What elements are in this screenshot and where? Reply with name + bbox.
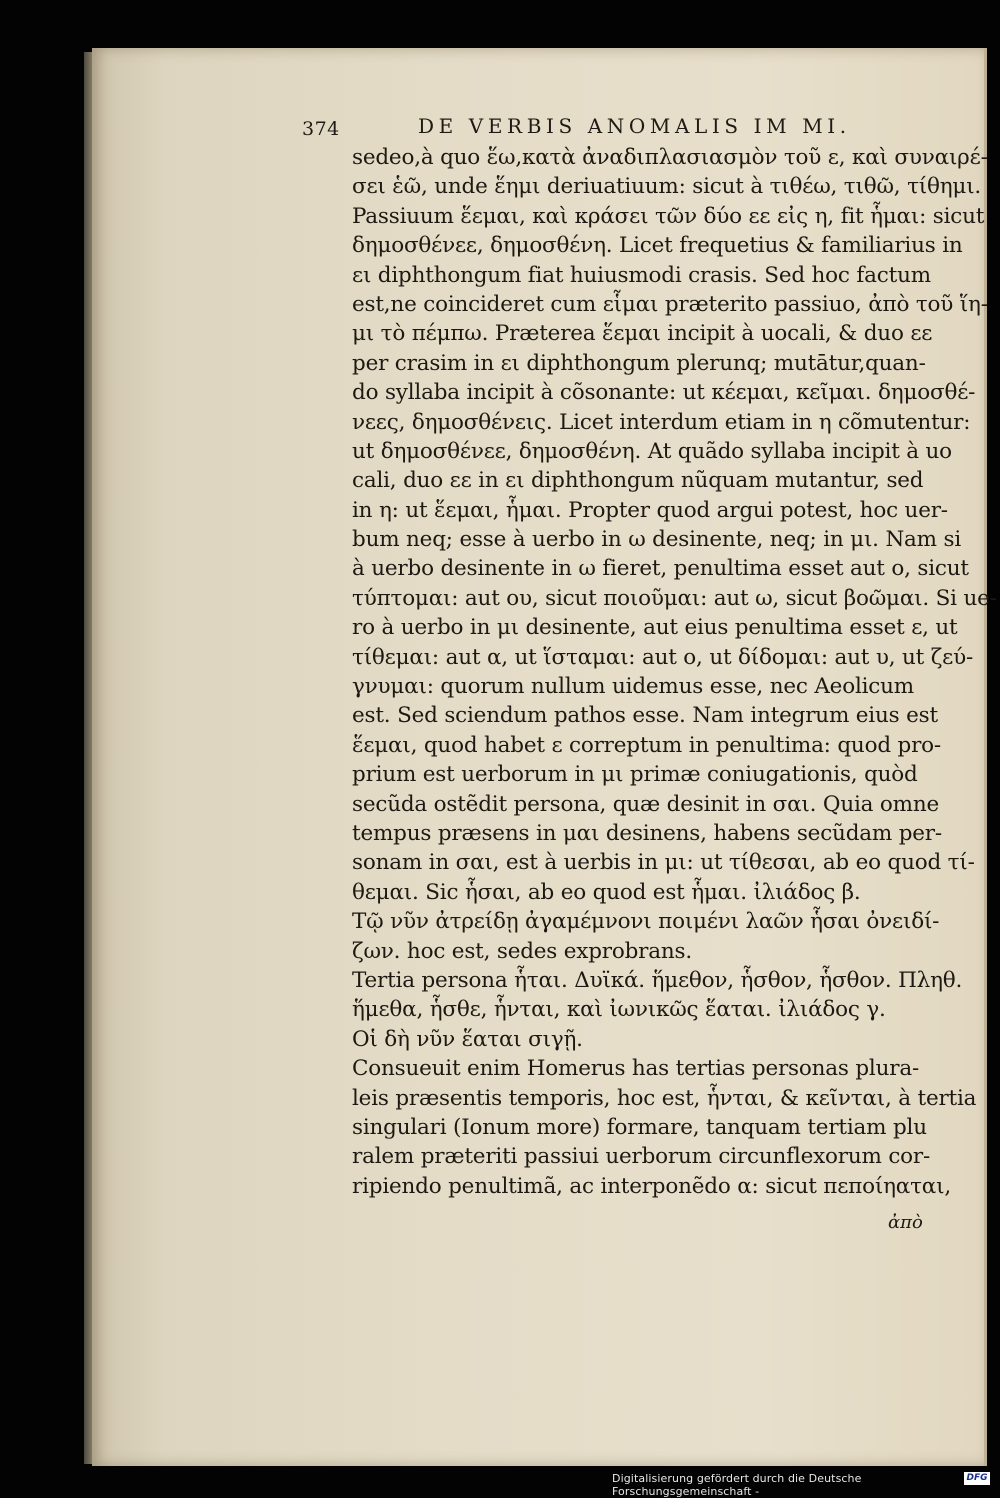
text-line: est. Sed sciendum pathos esse. Nam integrum eius est: [352, 703, 938, 729]
running-head: DE VERBIS ANOMALIS IM MI.: [418, 114, 851, 138]
text-line: γνυμαι: quorum nullum uidemus esse, nec Aeolicum: [352, 674, 914, 700]
text-line: in η: ut ἕεμαι, ἧμαι. Propter quod argui potest, hoc uer-: [352, 497, 948, 523]
catchword: ἀπὸ: [888, 1212, 923, 1233]
text-line: ut δημοσθένεε, δημοσθένη. At quãdo syllaba incipit à uo: [352, 438, 952, 464]
text-line: Οἱ δὴ νῦν ἕαται σιγῇ.: [352, 1026, 583, 1052]
text-line: ει diphthongum fiat huiusmodi crasis. Sed hoc factum: [352, 262, 931, 288]
text-line: ripiendo penultimã, ac interponẽdo α: sicut πεποίηαται,: [352, 1173, 951, 1199]
text-line: Consueuit enim Homerus has tertias personas plura-: [352, 1056, 920, 1082]
text-line: νεες, δημοσθένεις. Licet interdum etiam in η cõmutentur:: [352, 409, 971, 435]
page-number: 374: [302, 118, 340, 140]
digitization-credit: Digitalisierung gefördert durch die Deutsche Forschungsgemeinschaft -: [612, 1472, 862, 1498]
text-line: Tertia persona ἧται. Δυϊκά. ἥμεθον, ἧσθον, ἧσθον. Πληθ.: [352, 967, 963, 993]
text-line: ζων. hoc est, sedes exprobrans.: [352, 938, 692, 964]
text-line: θεμαι. Sic ἧσαι, ab eo quod est ἧμαι. ἰλιάδος β.: [352, 879, 861, 905]
text-line: à uerbo desinente in ω fieret, penultima esset aut ο, sicut: [352, 556, 969, 582]
text-line: ἕεμαι, quod habet ε correptum in penultima: quod pro-: [352, 732, 941, 758]
dfg-logo: DFG: [964, 1472, 990, 1485]
text-line: ro à uerbo in μι desinente, aut eius penultima esset ε, ut: [352, 615, 958, 641]
text-line: μι τὸ πέμπω. Præterea ἕεμαι incipit à uocali, & duo εε: [352, 321, 933, 347]
text-line: prium est uerborum in μι primæ coniugationis, quòd: [352, 762, 918, 788]
text-line: τίθεμαι: aut α, ut ἵσταμαι: aut ο, ut δίδομαι: aut υ, ut ζεύ-: [352, 644, 974, 670]
text-line: cali, duo εε in ει diphthongum nũquam mutantur, sed: [352, 468, 924, 494]
body-text: [352, 143, 997, 1201]
text-line: leis præsentis temporis, hoc est, ἧνται, & κεῖνται, à tertia: [352, 1085, 977, 1111]
text-line: singulari (Ionum more) formare, tanquam tertiam plu: [352, 1114, 927, 1140]
text-line: Τῷ νῦν ἀτρείδῃ ἀγαμέμνονι ποιμένι λαῶν ἧσαι ὀνειδί-: [352, 909, 940, 935]
text-line: τύπτομαι: aut ου, sicut ποιοῦμαι: aut ω, sicut βοῶμαι. Si ue-: [352, 585, 997, 611]
text-line: ἥμεθα, ἧσθε, ἧνται, καὶ ἰωνικῶς ἕαται. ἰλιάδος γ.: [352, 997, 886, 1023]
text-line: secũda ostẽdit persona, quæ desinit in σαι. Quia omne: [352, 791, 939, 817]
text-line: tempus præsens in μαι desinens, habens secũdam per-: [352, 820, 942, 846]
text-line: do syllaba incipit à cõsonante: ut κέεμαι, κεῖμαι. δημοσθέ-: [352, 380, 976, 406]
text-line: bum neq; esse à uerbo in ω desinente, neq; in μι. Nam si: [352, 527, 962, 553]
text-line: Passiuum ἕεμαι, καὶ κράσει τῶν δύο εε εἰς η, fit ἧμαι: sicut: [352, 203, 985, 229]
text-line: ralem præteriti passiui uerborum circunflexorum cor-: [352, 1144, 931, 1170]
text-line: est,ne coincideret cum εἷμαι præterito passiuo, ἀπὸ τοῦ ἵη-: [352, 291, 988, 317]
text-line: δημοσθένεε, δημοσθένη. Licet frequetius & familiarius in: [352, 233, 963, 259]
text-line: per crasim in ει diphthongum plerunq; mutātur,quan-: [352, 350, 926, 376]
text-line: sonam in σαι, est à uerbis in μι: ut τίθεσαι, ab eo quod τί-: [352, 850, 975, 876]
text-line: sedeo,à quo ἕω,κατὰ ἀναδιπλασιασμὸν τοῦ ε, καὶ συναιρέ-: [352, 145, 988, 170]
text-line: σει ἑῶ, unde ἕημι deriuatiuum: sicut à τιθέω, τιθῶ, τίθημι.: [352, 174, 982, 200]
